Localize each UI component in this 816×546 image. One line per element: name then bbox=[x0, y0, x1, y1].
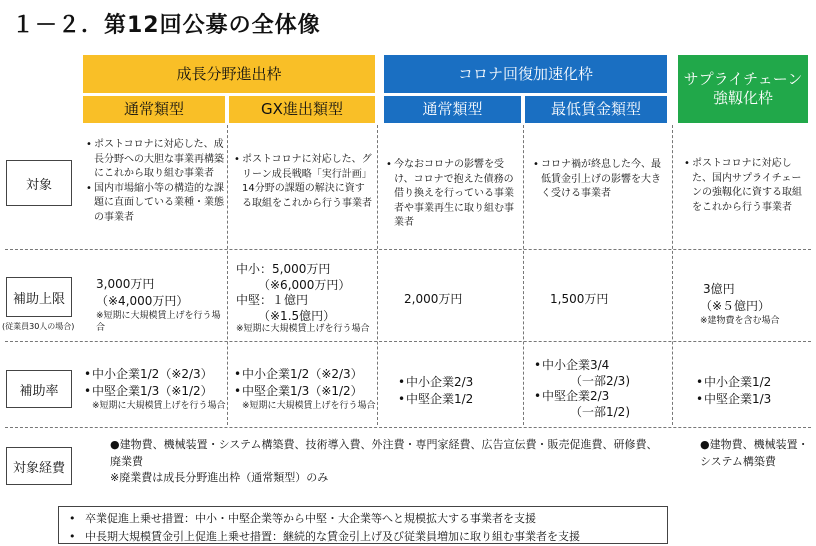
rate-value: （一部2/3) bbox=[570, 373, 630, 388]
target-item: • 国内市場縮小等の構造的な課題に直面している業種・業態の事業者 bbox=[86, 182, 224, 226]
footer-item: • 卒業促進上乗せ措置：中小・中堅企業等から中堅・大企業等へと規模拡大する事業者を支援 bbox=[69, 510, 657, 528]
rate-minwage bbox=[534, 358, 670, 420]
footer-notes bbox=[58, 506, 668, 544]
rate-value: • 中小企業1/2 bbox=[696, 374, 810, 391]
limit-value: 3億円 bbox=[703, 282, 735, 296]
target-item: • 今なおコロナの影響を受け、コロナで抱えた債務の借り換えを行っている事業者や事業再生に取り組む事業者 bbox=[386, 158, 520, 231]
expense-main bbox=[110, 437, 662, 487]
rate-value: • 中堅企業1/3（※1/2） bbox=[234, 383, 376, 400]
expense-note: ※廃業費は成長分野進出枠（通常類型）のみ bbox=[110, 471, 329, 484]
limit-value: （※6,000万円） bbox=[258, 277, 351, 292]
limit-value: （※５億円） bbox=[700, 298, 771, 313]
row-label-expense: 対象経費 bbox=[6, 447, 72, 485]
row-label-limit-note: (従業員30人の場合) bbox=[2, 322, 75, 331]
rate-value: • 中堅企業1/2 bbox=[398, 391, 522, 408]
target-supply bbox=[684, 157, 810, 215]
page-title: １－２．第12回公募の全体像 bbox=[12, 13, 321, 38]
limit-gx bbox=[236, 262, 376, 336]
limit-corona-normal: 2,000万円 bbox=[404, 292, 463, 306]
rate-note: ※短期に大規模賃上げを行う場合 bbox=[92, 400, 226, 411]
target-minwage bbox=[533, 158, 667, 202]
rate-value: • 中小企業3/4 bbox=[534, 358, 670, 374]
limit-value: （※1.5億円） bbox=[258, 308, 336, 323]
expense-text: ●建物費、機械装置・システム構築費、技術導入費、外注費・専門家経費、広告宣伝費・販売促進費、研修費、廃業費 bbox=[110, 438, 658, 468]
expense-supply: ●建物費、機械装置・システム構築費 bbox=[700, 438, 809, 468]
rate-gx bbox=[234, 366, 376, 412]
row-label-limit: 補助上限 bbox=[6, 277, 72, 317]
column-divider bbox=[377, 125, 378, 425]
row-divider bbox=[5, 249, 811, 250]
rate-supply bbox=[696, 374, 810, 408]
limit-note: ※建物費を含む場合 bbox=[700, 315, 780, 326]
rate-value: • 中堅企業2/3 bbox=[534, 389, 670, 405]
target-item: • ポストコロナに対応した、国内サプライチェーンの強靱化に資する取組をこれから行う事業者 bbox=[684, 157, 810, 215]
row-label-target: 対象 bbox=[6, 160, 72, 206]
target-item: • コロナ禍が終息した今、最低賃金引上げの影響を大きく受ける事業者 bbox=[533, 158, 667, 202]
rate-value: • 中小企業2/3 bbox=[398, 374, 522, 391]
target-item: • ポストコロナに対応した、グリーン成長戦略「実行計画」14分野の課題の解決に資する取組をこれから行う事業者 bbox=[234, 153, 374, 211]
column-divider bbox=[672, 125, 673, 425]
limit-supply bbox=[700, 281, 810, 327]
limit-minwage: 1,500万円 bbox=[550, 292, 609, 306]
subheader-gx: GX進出類型 bbox=[229, 96, 375, 123]
subheader-normal-corona: 通常類型 bbox=[384, 96, 521, 123]
row-divider bbox=[5, 427, 811, 428]
target-growth bbox=[86, 138, 224, 225]
column-divider bbox=[227, 125, 228, 425]
header-supply: サプライチェーン 強靱化枠 bbox=[678, 55, 808, 123]
rate-growth bbox=[84, 366, 226, 412]
rate-corona-normal bbox=[398, 374, 522, 408]
column-divider bbox=[523, 125, 524, 425]
subheader-normal-growth: 通常類型 bbox=[83, 96, 225, 123]
row-divider bbox=[5, 341, 811, 342]
limit-value: 中堅：１億円 bbox=[236, 293, 309, 308]
header-corona: コロナ回復加速化枠 bbox=[384, 55, 667, 93]
target-corona-normal bbox=[386, 158, 520, 231]
rate-value: （一部1/2) bbox=[570, 404, 630, 419]
rate-value: • 中小企業1/2（※2/3） bbox=[84, 366, 226, 383]
limit-value: （※4,000万円） bbox=[96, 293, 189, 308]
footer-item: • 中長期大規模賃金引上促進上乗せ措置：継続的な賃金引上げ及び従業員増加に取り組む事業者を支援 bbox=[69, 528, 657, 546]
rate-note: ※短期に大規模賃上げを行う場合 bbox=[242, 400, 376, 411]
limit-note: ※短期に大規模賃上げを行う場合 bbox=[96, 310, 221, 334]
rate-value: • 中堅企業1/3（※1/2） bbox=[84, 383, 226, 400]
subheader-minwage: 最低賃金類型 bbox=[525, 96, 667, 123]
limit-value: 3,000万円 bbox=[96, 277, 155, 291]
limit-note: ※短期に大規模賃上げを行う場合 bbox=[236, 324, 370, 335]
rate-value: • 中小企業1/2（※2/3） bbox=[234, 366, 376, 383]
rate-value: • 中堅企業1/3 bbox=[696, 391, 810, 408]
limit-value: 中小：5,000万円 bbox=[236, 262, 331, 276]
target-item: • ポストコロナに対応した、成長分野への大胆な事業再構築にこれから取り組む事業者 bbox=[86, 138, 224, 182]
header-growth: 成長分野進出枠 bbox=[83, 55, 375, 93]
target-gx bbox=[234, 153, 374, 211]
row-label-rate: 補助率 bbox=[6, 370, 72, 408]
limit-growth bbox=[96, 276, 226, 335]
